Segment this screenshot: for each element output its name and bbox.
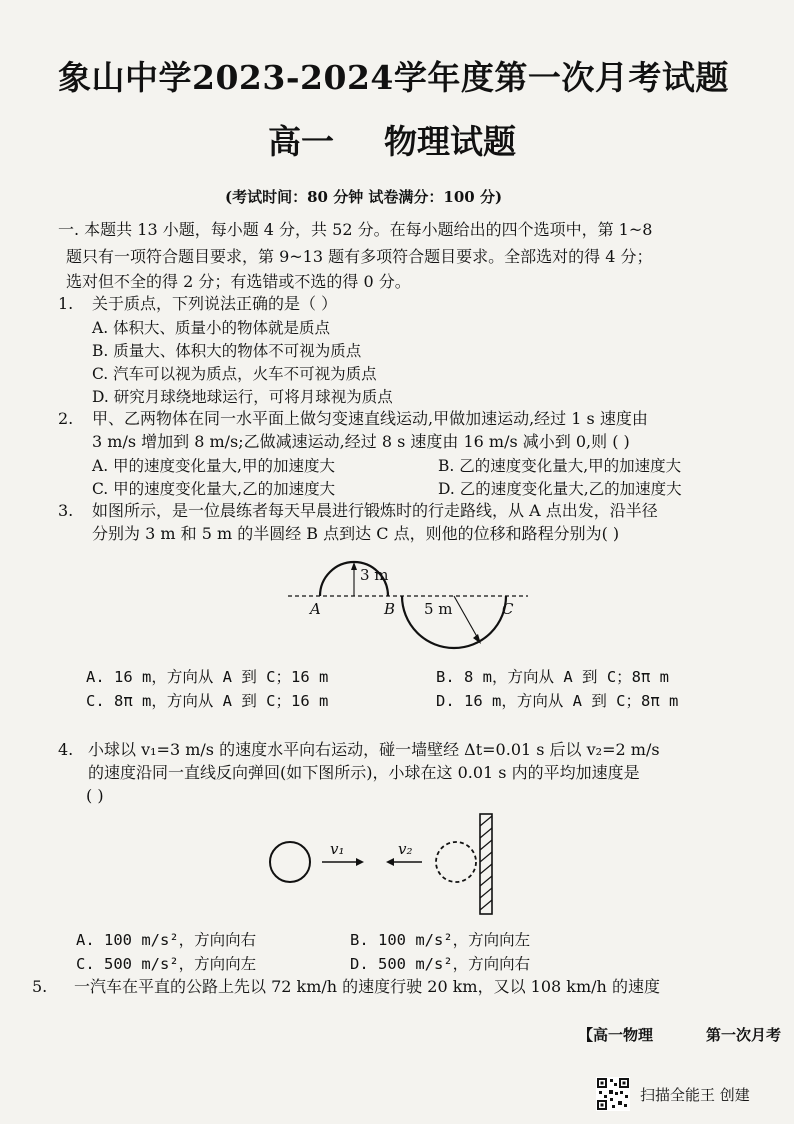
q2-option-d: D. 乙的速度变化量大,乙的加速度大 <box>438 480 682 498</box>
q2-line-1: 甲、乙两物体在同一水平面上做匀变速直线运动,甲做加速运动,经过 1 s 速度由 <box>92 409 648 428</box>
instructions-line-1: 一. 本题共 13 小题，每小题 4 分，共 52 分。在每小题给出的四个选项中，第 1~8 <box>58 220 653 239</box>
q3-number: 3. <box>58 501 74 520</box>
q3-option-c: C. 8π m，方向从 A 到 C；16 m <box>86 692 329 710</box>
q4-option-c: C. 500 m/s²，方向向左 <box>76 955 257 973</box>
q2-line-2: 3 m/s 增加到 8 m/s;乙做减速运动,经过 8 s 速度由 16 m/s 减小到 0,则 ( ) <box>92 432 630 451</box>
q1-option-c: C. 汽车可以视为质点，火车不可视为质点 <box>92 365 377 383</box>
instructions-line-3: 选对但不全的得 2 分；有选错或不选的得 0 分。 <box>66 272 411 291</box>
q5-line-1: 一汽车在平直的公路上先以 72 km/h 的速度行驶 20 km，又以 108 km/h 的速度 <box>74 977 660 996</box>
q4-ball-diagram <box>266 812 506 922</box>
q5-number: 5. <box>32 977 48 996</box>
radius-5m-arrow <box>454 596 480 642</box>
wall-hatching <box>480 816 492 910</box>
q4-option-a: A. 100 m/s²，方向向右 <box>76 931 257 949</box>
footer-subject: 【高一物理 <box>578 1026 654 1044</box>
point-c-label: C <box>502 600 514 618</box>
v2-arrowhead <box>386 858 394 866</box>
radius-3m-arrowhead <box>351 562 357 570</box>
ball-initial <box>270 842 310 882</box>
point-b-label: B <box>384 600 396 618</box>
q4-option-d: D. 500 m/s²，方向向右 <box>350 955 531 973</box>
q1-stem: 关于质点，下列说法正确的是（ ） <box>92 294 338 313</box>
q4-number: 4. <box>58 740 74 759</box>
q4-line-3: ( ) <box>86 786 104 805</box>
scanner-watermark: 扫描全能王 创建 <box>640 1086 750 1104</box>
q3-line-1: 如图所示，是一位晨练者每天早晨进行锻炼时的行走路线，从 A 点出发，沿半径 <box>92 501 658 520</box>
exam-info: (考试时间：80 分钟 试卷满分：100 分) <box>225 188 503 206</box>
q3-option-d: D. 16 m，方向从 A 到 C；8π m <box>436 692 679 710</box>
q2-option-a: A. 甲的速度变化量大,甲的加速度大 <box>92 457 335 475</box>
radius-3m-label: 3 m <box>360 566 389 584</box>
v1-arrowhead <box>356 858 364 866</box>
q3-path-diagram <box>280 548 540 658</box>
q3-option-b: B. 8 m，方向从 A 到 C；8π m <box>436 668 669 686</box>
instructions-line-2: 题只有一项符合题目要求，第 9~13 题有多项符合题目要求。全部选对的得 4 分； <box>66 247 653 266</box>
large-semicircle <box>402 596 506 648</box>
grade-label: 高一 <box>268 122 334 161</box>
v1-label: v₁ <box>330 840 345 858</box>
q3-line-2: 分别为 3 m 和 5 m 的半圆经 B 点到达 C 点，则他的位移和路程分别为( ) <box>92 524 620 543</box>
q3-option-a: A. 16 m，方向从 A 到 C；16 m <box>86 668 329 686</box>
q2-option-b: B. 乙的速度变化量大,甲的加速度大 <box>438 457 682 475</box>
q4-line-1: 小球以 v₁=3 m/s 的速度水平向右运动，碰一墙壁经 Δt=0.01 s 后以 v₂=2 m/s <box>88 740 660 759</box>
point-a-label: A <box>310 600 321 618</box>
exam-subtitle <box>268 116 516 163</box>
q2-number: 2. <box>58 409 74 428</box>
q1-option-d: D. 研究月球绕地球运行，可将月球视为质点 <box>92 388 393 406</box>
radius-5m-label: 5 m <box>424 600 453 618</box>
q1-option-b: B. 质量大、体积大的物体不可视为质点 <box>92 342 362 360</box>
ball-rebound <box>436 842 476 882</box>
q4-line-2: 的速度沿同一直线反向弹回(如下图所示)，小球在这 0.01 s 内的平均加速度是 <box>88 763 640 782</box>
v2-label: v₂ <box>398 840 413 858</box>
q1-number: 1. <box>58 294 74 313</box>
subject-label: 物理试题 <box>384 122 516 161</box>
qr-code-icon <box>596 1077 630 1111</box>
footer-exam: 第一次月考 <box>706 1026 782 1044</box>
q4-option-b: B. 100 m/s²，方向向左 <box>350 931 531 949</box>
q2-option-c: C. 甲的速度变化量大,乙的加速度大 <box>92 480 336 498</box>
q1-option-a: A. 体积大、质量小的物体就是质点 <box>92 319 331 337</box>
exam-title: 象山中学2023-2024学年度第一次月考试题 <box>58 58 729 97</box>
